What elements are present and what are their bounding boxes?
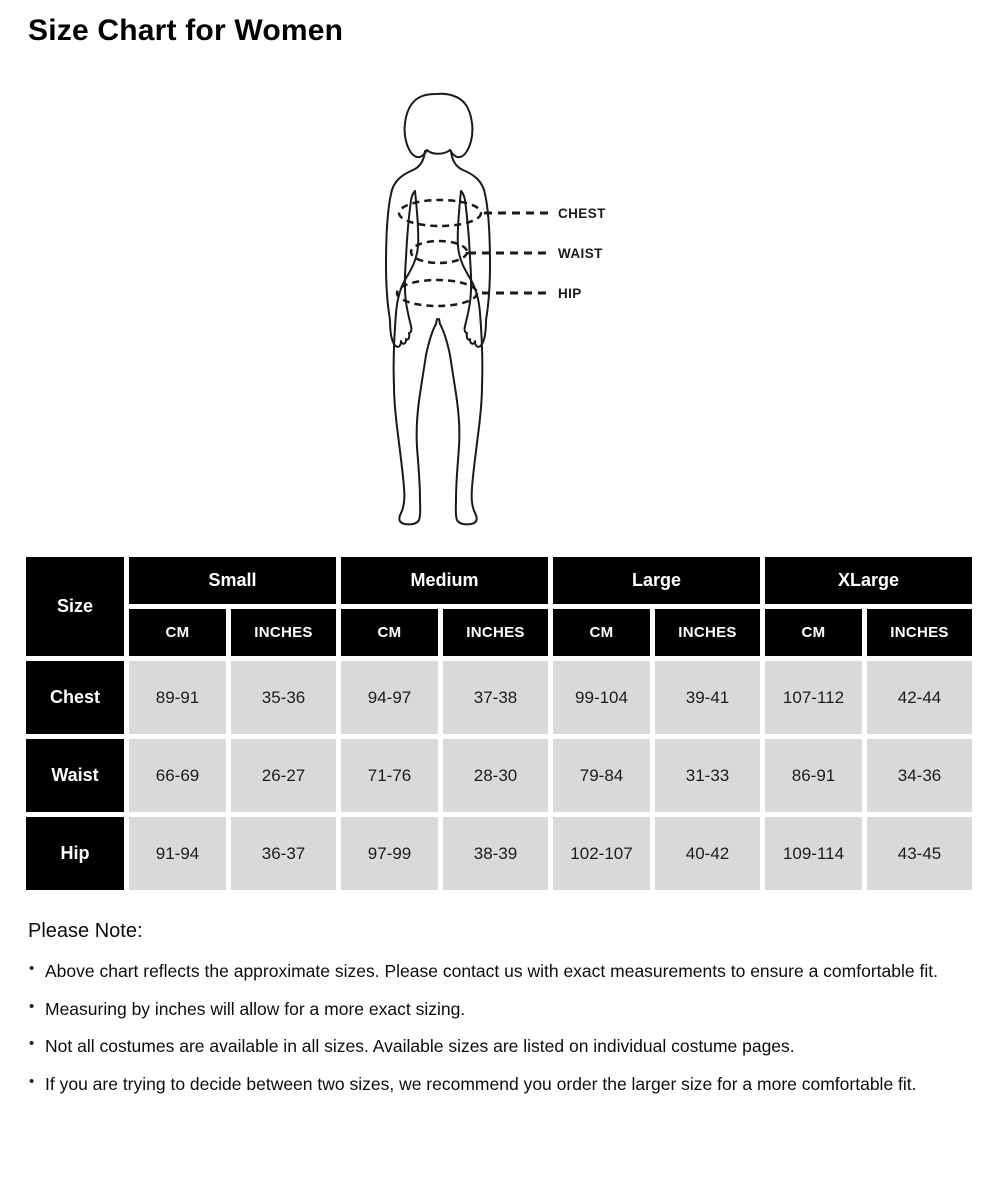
hip-large-cm: 102-107 bbox=[553, 817, 650, 890]
waist-large-inches: 31-33 bbox=[655, 739, 760, 812]
waist-label: WAIST bbox=[558, 246, 603, 261]
notes-list bbox=[28, 953, 938, 1104]
hip-label: HIP bbox=[558, 286, 582, 301]
notes-section bbox=[28, 920, 938, 1104]
waist-measure-ellipse bbox=[411, 241, 467, 263]
waist-xlarge-inches: 34-36 bbox=[867, 739, 972, 812]
chest-medium-inches: 37-38 bbox=[443, 661, 548, 734]
chest-xlarge-cm: 107-112 bbox=[765, 661, 862, 734]
notes-heading: Please Note: bbox=[28, 920, 143, 942]
hip-small-inches: 36-37 bbox=[231, 817, 336, 890]
group-header-small: Small bbox=[129, 557, 336, 604]
note-item: • Measuring by inches will allow for a more exact sizing. bbox=[28, 991, 938, 1029]
waist-medium-cm: 71-76 bbox=[341, 739, 438, 812]
hip-large-inches: 40-42 bbox=[655, 817, 760, 890]
row-header-hip: Hip bbox=[26, 817, 124, 890]
group-header-large: Large bbox=[553, 557, 760, 604]
chest-measure-ellipse bbox=[399, 200, 481, 226]
note-item: • Above chart reflects the approximate sizes. Please contact us with exact measurements to ensure a comfortable fit. bbox=[28, 953, 938, 991]
table-row-chest bbox=[26, 661, 972, 734]
chest-label: CHEST bbox=[558, 206, 606, 221]
hip-xlarge-inches: 43-45 bbox=[867, 817, 972, 890]
table-row-hip bbox=[26, 817, 972, 890]
chest-small-inches: 35-36 bbox=[231, 661, 336, 734]
hip-measure-ellipse bbox=[397, 280, 477, 306]
chest-small-cm: 89-91 bbox=[129, 661, 226, 734]
waist-medium-inches: 28-30 bbox=[443, 739, 548, 812]
note-item: • Not all costumes are available in all sizes. Available sizes are listed on individual costume pages. bbox=[28, 1028, 938, 1066]
hip-medium-cm: 97-99 bbox=[341, 817, 438, 890]
unit-header: CM bbox=[129, 609, 226, 656]
figure-head-outline bbox=[405, 94, 473, 157]
waist-xlarge-cm: 86-91 bbox=[765, 739, 862, 812]
figure-left-arm-outline bbox=[386, 151, 425, 347]
waist-small-cm: 66-69 bbox=[129, 739, 226, 812]
hip-medium-inches: 38-39 bbox=[443, 817, 548, 890]
group-header-xlarge: XLarge bbox=[765, 557, 972, 604]
body-measurement-diagram bbox=[0, 0, 1000, 560]
note-item: • If you are trying to decide between two sizes, we recommend you order the larger size for a more comfortable fit. bbox=[28, 1066, 938, 1104]
unit-header: CM bbox=[341, 609, 438, 656]
unit-header: INCHES bbox=[231, 609, 336, 656]
waist-small-inches: 26-27 bbox=[231, 739, 336, 812]
unit-header: INCHES bbox=[443, 609, 548, 656]
unit-header: INCHES bbox=[655, 609, 760, 656]
figure-left-torso-leg-outline bbox=[394, 191, 437, 524]
page-title: Size Chart for Women bbox=[28, 14, 344, 47]
hip-small-cm: 91-94 bbox=[129, 817, 226, 890]
unit-header: CM bbox=[765, 609, 862, 656]
figure-right-torso-leg-outline bbox=[439, 191, 482, 524]
row-header-chest: Chest bbox=[26, 661, 124, 734]
size-chart-section bbox=[21, 552, 977, 895]
size-corner-header: Size bbox=[26, 557, 124, 656]
size-chart-table bbox=[21, 552, 977, 895]
hip-xlarge-cm: 109-114 bbox=[765, 817, 862, 890]
row-header-waist: Waist bbox=[26, 739, 124, 812]
chest-large-inches: 39-41 bbox=[655, 661, 760, 734]
waist-large-cm: 79-84 bbox=[553, 739, 650, 812]
table-row-waist bbox=[26, 739, 972, 812]
group-header-medium: Medium bbox=[341, 557, 548, 604]
unit-header: CM bbox=[553, 609, 650, 656]
chest-large-cm: 99-104 bbox=[553, 661, 650, 734]
unit-header: INCHES bbox=[867, 609, 972, 656]
figure-right-arm-outline bbox=[451, 151, 490, 347]
chest-medium-cm: 94-97 bbox=[341, 661, 438, 734]
chest-xlarge-inches: 42-44 bbox=[867, 661, 972, 734]
